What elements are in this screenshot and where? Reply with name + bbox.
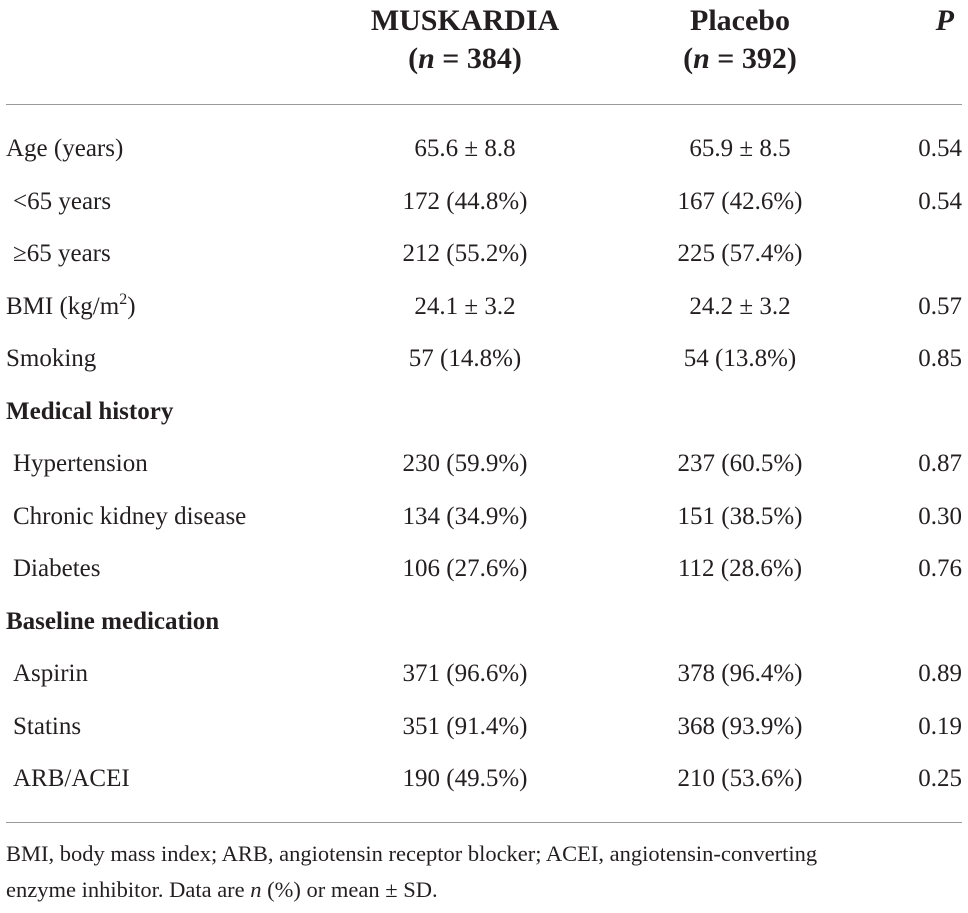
footnote-line-2-part-b: (%) or mean ± SD. <box>261 877 438 902</box>
header-placebo-name: Placebo <box>690 4 790 37</box>
footer-divider <box>6 822 962 823</box>
header-muskardia <box>340 2 590 78</box>
cell-muskardia: 172 (44.8%) <box>402 187 528 215</box>
cell-p-value: 0.19 <box>918 712 962 740</box>
row-label: Aspirin <box>13 660 88 687</box>
cell-p-value: 0.87 <box>918 450 962 477</box>
cell-muskardia: 106 (27.6%) <box>402 555 528 582</box>
cell-muskardia: 134 (34.9%) <box>402 502 528 530</box>
cell-muskardia: 212 (55.2%) <box>402 240 528 267</box>
header-placebo-n-label: n <box>693 42 710 75</box>
row-label: ARB/ACEI <box>13 765 130 792</box>
cell-p-value: 0.54 <box>918 187 962 215</box>
cell-placebo: 24.2 ± 3.2 <box>689 292 791 320</box>
cell-muskardia: 65.6 ± 8.8 <box>414 135 516 162</box>
cell-placebo: 378 (96.4%) <box>677 660 803 687</box>
cell-muskardia: 24.1 ± 3.2 <box>414 292 516 320</box>
table-row <box>0 491 968 544</box>
header-muskardia-name: MUSKARDIA <box>370 4 560 37</box>
footnote-line-1: BMI, body mass index; ARB, angiotensin receptor blocker; ACEI, angiotensin-converting <box>6 841 818 866</box>
header-muskardia-n-value: = 384 <box>434 42 512 75</box>
cell-p-value: 0.76 <box>918 555 962 582</box>
table-row <box>0 228 968 281</box>
cell-placebo: 225 (57.4%) <box>677 240 803 267</box>
cell-placebo: 65.9 ± 8.5 <box>689 135 791 162</box>
row-label <box>6 281 136 333</box>
table-row <box>0 701 968 754</box>
footnote-line-2-part-a: enzyme inhibitor. Data are <box>6 877 251 902</box>
row-label-suffix: ) <box>127 292 136 320</box>
header-placebo <box>640 2 840 78</box>
cell-p-value: 0.54 <box>918 135 962 162</box>
row-label: ≥65 years <box>13 240 111 267</box>
cell-placebo: 54 (13.8%) <box>683 345 797 372</box>
row-label-text: BMI (kg/m <box>6 292 120 320</box>
table-row <box>0 543 968 596</box>
header-p-label: P <box>935 4 954 37</box>
row-label: <65 years <box>13 187 112 215</box>
cell-muskardia: 57 (14.8%) <box>408 345 522 372</box>
cell-placebo: 167 (42.6%) <box>677 187 803 215</box>
cell-placebo: 151 (38.5%) <box>677 502 803 530</box>
cell-placebo: 210 (53.6%) <box>677 765 803 792</box>
cell-placebo: 112 (28.6%) <box>677 555 803 582</box>
row-label: Diabetes <box>13 555 101 582</box>
footnote-n-symbol: n <box>250 877 262 902</box>
table-row <box>0 648 968 701</box>
cell-placebo: 368 (93.9%) <box>677 712 803 740</box>
section-heading: Baseline medication <box>6 607 220 635</box>
table-row <box>0 753 968 806</box>
table-row <box>0 333 968 386</box>
cell-p-value: 0.25 <box>918 765 962 792</box>
row-label: Hypertension <box>13 450 148 477</box>
row-label: Smoking <box>6 345 97 372</box>
table-row <box>0 176 968 229</box>
cell-muskardia: 190 (49.5%) <box>402 765 528 792</box>
header-placebo-n-value: = 392 <box>709 42 787 75</box>
cell-placebo: 237 (60.5%) <box>677 450 803 477</box>
cell-p-value: 0.85 <box>918 345 962 372</box>
table-footnote <box>6 836 962 908</box>
header-muskardia-n: (n = 384) <box>408 42 522 75</box>
table-header <box>0 0 968 104</box>
section-row <box>0 596 968 649</box>
header-muskardia-n-label: n <box>418 42 435 75</box>
table-body <box>0 123 968 806</box>
section-row <box>0 386 968 439</box>
header-divider <box>6 104 962 105</box>
footnote-line-2 <box>6 872 962 908</box>
cell-p-value: 0.57 <box>918 292 962 320</box>
table-row <box>0 123 968 176</box>
cell-muskardia: 351 (91.4%) <box>402 712 528 740</box>
row-label: Age (years) <box>6 135 124 162</box>
row-label: Statins <box>13 712 82 740</box>
row-label-superscript: 2 <box>119 290 128 308</box>
cell-p-value: 0.30 <box>918 502 962 530</box>
cell-muskardia: 371 (96.6%) <box>402 660 528 687</box>
table-row <box>0 281 968 334</box>
table-row <box>0 438 968 491</box>
cell-p-value: 0.89 <box>918 660 962 687</box>
section-heading: Medical history <box>6 397 174 425</box>
header-placebo-n: (n = 392) <box>683 42 797 75</box>
row-label: Chronic kidney disease <box>13 502 247 530</box>
cell-muskardia: 230 (59.9%) <box>402 450 528 477</box>
header-p-value <box>890 2 968 40</box>
